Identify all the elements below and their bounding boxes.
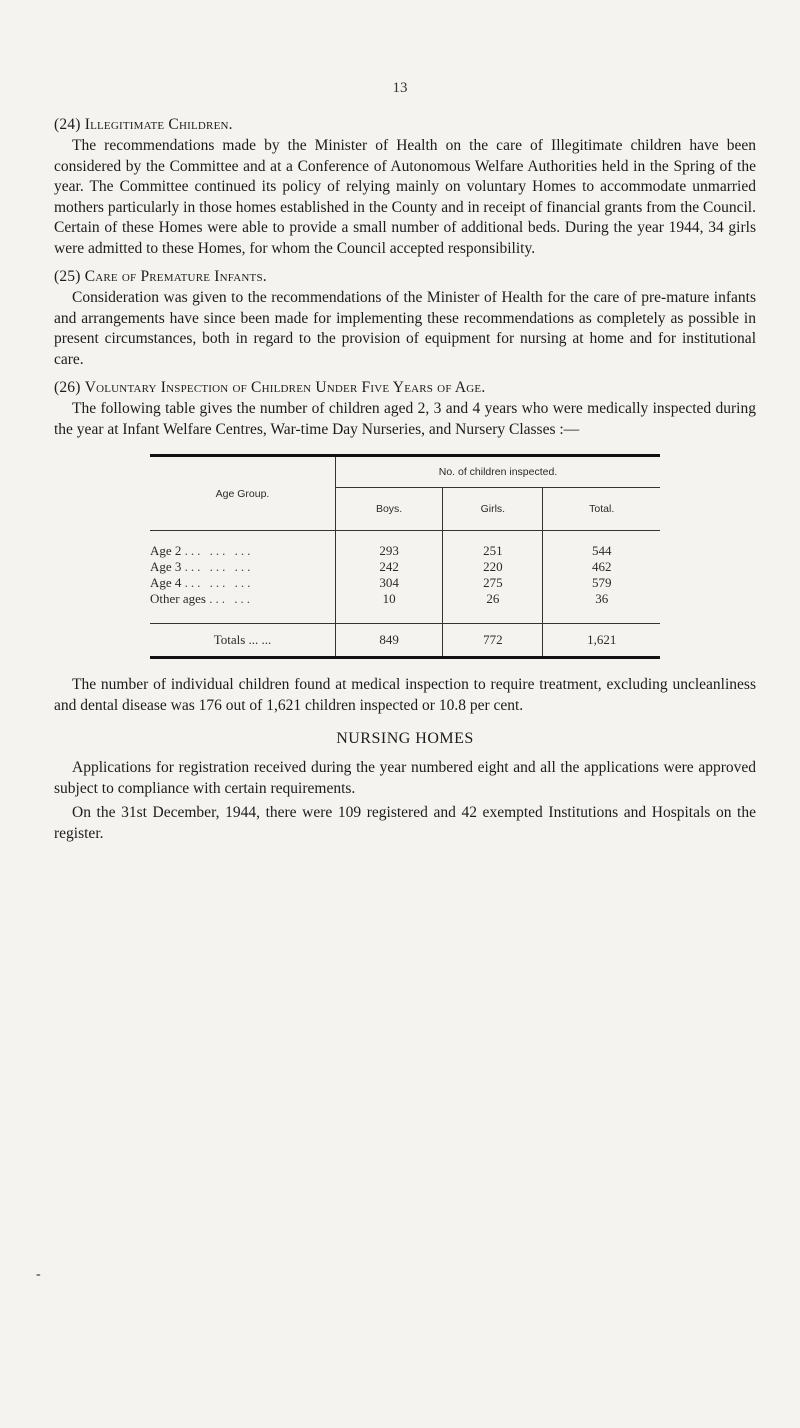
total-header: Total. xyxy=(589,503,615,515)
age-group-header: Age Group. xyxy=(150,457,336,531)
section-number: (25) xyxy=(54,268,81,285)
total-cell: 462 xyxy=(591,559,612,574)
inspection-table xyxy=(150,454,660,659)
page-number: 13 xyxy=(392,80,408,96)
table-row xyxy=(150,575,660,591)
boys-total: 849 xyxy=(336,624,443,657)
row-label: Age 4 ... ... ... xyxy=(150,575,336,591)
grand-total: 1,621 xyxy=(543,624,660,657)
section-heading xyxy=(54,116,756,134)
girls-header: Girls. xyxy=(443,488,543,531)
row-label: Age 3 ... ... ... xyxy=(150,559,336,575)
girls-cell: 26 xyxy=(443,591,543,607)
totals-label: Totals ... ... xyxy=(150,624,336,657)
row-label: Other ages ... ... xyxy=(150,591,336,607)
totals-row xyxy=(150,624,660,657)
section-body: The recommendations made by the Minister of Health on the care of Illegitimate children have been considered by the Committee and at a Conference of Autonomous Welfare Authorities held in the Spring of the year. The Committee continued its policy of relying mainly on voluntary Homes to accommodate unmarried mothers particularly in those homes established in the County and in receipt of financial grants from the Council. Certain of these Homes were able to provide a small number of additional beds. During the year 1944, 34 girls were admitted to these Homes, for whom the Council accepted responsibility. xyxy=(54,137,756,257)
total-cell: 36 xyxy=(595,591,609,606)
section-number: (26) xyxy=(54,379,81,396)
table-row xyxy=(150,531,660,559)
section-heading xyxy=(54,268,756,286)
nursing-homes-title: NURSING HOMES xyxy=(336,730,474,747)
girls-cell: 251 xyxy=(443,531,543,559)
girls-cell: 220 xyxy=(443,559,543,575)
section-body: Consideration was given to the recommendations of the Minister of Health for the care of pre-mature infants and arrangements have since been made for implementing these recommendations as completely as possible in present circumstances, both in regard to the provision of equipment for nursing at home and for institutional care. xyxy=(54,289,756,368)
boys-cell: 293 xyxy=(336,531,443,559)
treatment-paragraph: The number of individual children found at medical inspection to require treatment, excluding uncleanliness and dental disease was 176 out of 1,621 children inspected or 10.8 per cent. xyxy=(54,676,756,714)
section-body: The following table gives the number of children aged 2, 3 and 4 years who were medically inspected during the year at Infant Welfare Centres, War-time Day Nurseries, and Nursery Classes :— xyxy=(54,400,756,438)
boys-cell: 242 xyxy=(336,559,443,575)
section-26 xyxy=(54,379,756,440)
total-cell: 544 xyxy=(591,543,612,558)
boys-cell: 304 xyxy=(336,575,443,591)
girls-cell: 275 xyxy=(443,575,543,591)
boys-cell: 10 xyxy=(336,591,443,607)
inspected-header: No. of children inspected. xyxy=(336,457,661,488)
margin-mark: - xyxy=(36,1267,41,1282)
page-content xyxy=(54,116,756,844)
nursing-paragraph-1: Applications for registration received during the year numbered eight and all the applications were approved subject to compliance with certain requirements. xyxy=(54,759,756,797)
girls-total: 772 xyxy=(443,624,543,657)
boys-header: Boys. xyxy=(336,488,443,531)
section-title: Voluntary Inspection of Children Under Five Years of Age. xyxy=(84,379,486,396)
table-row xyxy=(150,591,660,607)
section-25 xyxy=(54,268,756,370)
section-title: Illegitimate Children. xyxy=(84,116,233,133)
row-label: Age 2 ... ... ... xyxy=(150,531,336,559)
nursing-paragraph-2: On the 31st December, 1944, there were 109 registered and 42 exempted Institutions and Hospitals on the register. xyxy=(54,804,756,842)
section-24 xyxy=(54,116,756,259)
section-title: Care of Premature Infants. xyxy=(84,268,267,285)
table-row xyxy=(150,559,660,575)
total-cell: 579 xyxy=(591,575,612,590)
section-number: (24) xyxy=(54,116,81,133)
section-heading xyxy=(54,379,756,397)
